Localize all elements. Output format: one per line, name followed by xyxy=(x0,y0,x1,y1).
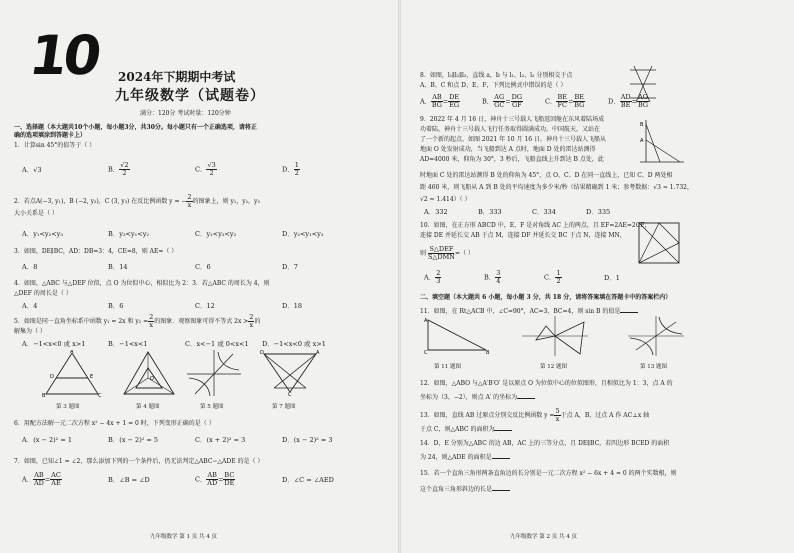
question-15: 15．若一个直角三角形两条直角边的长分别是一元二次方程 x² − 6x + 4 = 0 的两个实数根，则 xyxy=(420,470,677,477)
q9-option-d: D．335 xyxy=(586,208,611,216)
question-9-line-4: 地面 O 处发射成功，当飞船到达 A 点时，地面 D 处的雷达站测得 xyxy=(420,146,596,153)
q7-option-c: C． $\frac{AB}{AD}$ = $\frac{BC}{DE}$ xyxy=(195,471,235,487)
svg-text:A: A xyxy=(316,350,320,356)
question-9-line-6: 时地面 C 处的雷达站测得 B 处的仰角为 45°，点 O、C、D 在同一直线上，已知 C、D 两处相 xyxy=(420,172,673,179)
q5-option-b: B．−1<x<1 xyxy=(108,340,148,348)
question-9-line-7: 距 460 米，则飞船从 A 到 B 处的平均速度为多少米/秒（结果精确到 1 米；参考数据：√3 ≈ 1.732， xyxy=(420,184,693,191)
svg-text:A: A xyxy=(70,350,74,355)
question-14: 14．D，E 分别为△ABC 的边 AB，AC 上的三等分点，且 DE∥BC，若四边形 BCED 的面积 xyxy=(420,440,670,447)
figure-caption-q4: 第 4 题图 xyxy=(136,404,160,410)
figure-q10-square xyxy=(636,220,682,270)
q10-option-a: A． $\frac{2}{3}$ xyxy=(424,269,441,285)
q3-option-c: C．6 xyxy=(195,263,211,271)
q3-option-d: D．7 xyxy=(282,263,298,271)
figure-q7-triangles xyxy=(258,348,322,396)
question-4: 4．如图，△ABC 与△DEF 位似，点 O 为位似中心，相似比为 2：3．若△ABC 的周长为 4，则 xyxy=(14,280,270,287)
question-12: 12．如图，△ABO 与△A′B′O′ 是以原点 O 为位似中心的位似图形，且相似比为 1：3，点 A 的 xyxy=(420,380,673,387)
question-10-ratio: 则 $\frac{\text{S△DEF}}{\text{S△DMN}}$ =（ ） xyxy=(420,245,474,261)
question-13: 13．如图，直线 AB 过原点分别交反比例函数 y = $\frac{5}{x}$ 于点 A，B，过点 A 作 AC⊥x 轴 xyxy=(420,407,650,423)
figure-q11-right-triangle xyxy=(422,316,492,356)
section2-header: 二、填空题（本大题共 6 小题，每小题 3 分，共 18 分，请将答案填在答题卡中的答案栏内） xyxy=(420,294,672,301)
question-1: 1．计算sin 45°的值等于（ ） xyxy=(14,142,96,149)
q6-option-b: B．(x − 2)² = 5 xyxy=(108,436,159,444)
figure-caption-q3: 第 3 题图 xyxy=(56,404,80,410)
question-5-cont: 解集为（ ） xyxy=(14,328,46,335)
svg-text:E: E xyxy=(90,374,94,380)
section1-header-cont: 确的选项填涂到答题卡上） xyxy=(14,132,87,139)
q4-option-d: D．18 xyxy=(282,302,302,310)
q2-option-d: D．y₂<y₁<y₃ xyxy=(282,230,324,238)
question-7: 7．如图，已知∠1 = ∠2，那么添加下列的一个条件后，仍无法判定△ABC∽△ADE 的是（ ） xyxy=(14,458,264,465)
question-10-line-2: 连接 DE 并延长交 AB 于点 M，连接 DF 并延长交 BC 于点 N，连接 MN， xyxy=(420,232,626,239)
q1-option-b: B． $\frac{√2}{2}$ xyxy=(108,161,129,177)
q4-option-a: A．4 xyxy=(22,302,38,310)
q8-option-a: A． $\frac{AB}{BG}$ = $\frac{DE}{EG}$ xyxy=(420,93,460,109)
q10-option-d: D．1 xyxy=(604,274,620,282)
svg-text:C: C xyxy=(288,392,292,396)
svg-text:B: B xyxy=(486,350,490,356)
q5-option-d: D．−1<x<0 或 x>1 xyxy=(262,340,326,348)
exam-subtitle: 九年级数学（试题卷） xyxy=(115,88,265,104)
q8-option-c: C． $\frac{BE}{FC}$ = $\frac{BE}{BG}$ xyxy=(545,93,585,109)
figure-q4-homothety xyxy=(120,348,180,398)
question-2-cont: 大小关系是（ ） xyxy=(14,210,58,217)
question-9-line-5: AD=4000 米，仰角为 30°，3 秒后，飞船直线上升到达 B 点处，此 xyxy=(420,156,604,163)
svg-text:A: A xyxy=(424,318,428,324)
question-9-line-8: √2 ≈ 1.414）（ ） xyxy=(420,196,471,203)
q6-option-a: A．(x − 2)² = 1 xyxy=(22,436,72,444)
svg-text:C: C xyxy=(98,393,102,398)
q1-option-c: C． $\frac{√3}{2}$ xyxy=(195,161,216,177)
question-8-cont: A、B、C 和点 D、E、F，下列比例式中错误的是（ ） xyxy=(420,82,567,89)
figure-caption-q5: 第 5 题图 xyxy=(200,404,224,410)
question-2: 2．若点A(−3, y₁)，B (−2, y₂)，C (3, y₃) 在反比例函数 y = − $\frac{2}{x}$ 的图象上，则 y₁，y₂，y₃ xyxy=(14,193,260,209)
q1-option-a: A．√3 xyxy=(22,166,42,174)
q3-option-a: A．8 xyxy=(22,263,38,271)
q2-option-a: A．y₁<y₂<y₃ xyxy=(22,230,63,238)
figure-q12-similar-figures xyxy=(520,314,590,358)
q6-option-c: C．(x + 2)² = 3 xyxy=(195,436,246,444)
figure-caption-q7: 第 7 题图 xyxy=(272,404,296,410)
svg-text:A: A xyxy=(640,138,644,144)
question-10-line-1: 10．如图，在正方形 ABCD 中，E、F 是对角线 AC 上的两点，且 EF=2AE=2CF， xyxy=(420,222,651,229)
question-8: 8．如图，l₁∥l₂∥l₃，直线 a，b 与 l₁、l₂、l₃ 分别相交于点 xyxy=(420,72,573,79)
figure-q5-graph xyxy=(185,348,243,398)
question-14-cont: 为 24，则△ADE 的面积是 xyxy=(420,452,510,461)
q7-option-d: D．∠C = ∠AED xyxy=(282,476,334,484)
svg-text:C: C xyxy=(424,350,428,356)
question-9-line-3: 了一个新的起点，如图 2021 年 10 月 16 日，神舟十三号载人飞船从 xyxy=(420,136,606,143)
q9-option-c: C．334 xyxy=(532,208,556,216)
q9-option-b: B．333 xyxy=(478,208,502,216)
q6-option-d: D．(x − 2)² = 3 xyxy=(282,436,333,444)
page-2 xyxy=(400,0,794,553)
question-5: 5．如图是同一直角坐标系中函数 y₁ = 2x 和 y₂ = $\frac{2}{x}$ 的图象．观察图象可得不等式 2x > $\frac{2}{x}$ 的 xyxy=(14,313,261,329)
svg-text:D: D xyxy=(260,350,264,356)
exam-meta: 满分：120分 考试时量：120分钟 xyxy=(140,110,231,117)
q2-option-b: B．y₃<y₁<y₂ xyxy=(108,230,150,238)
section1-header: 一、选择题（本大题共10个小题，每小题3分，共30分。每小题只有一个正确选项，请将正 xyxy=(14,124,257,131)
page-1-footer: 九年级数学 第 1 页 共 4 页 xyxy=(150,534,217,540)
q4-option-b: B．6 xyxy=(108,302,124,310)
question-15-cont: 这个直角三角形斜边的长是 xyxy=(420,484,510,493)
figure-caption-q13: 第 13 题图 xyxy=(640,364,667,370)
figure-caption-q12: 第 12 题图 xyxy=(540,364,567,370)
q1-option-d: D． $\frac{1}{2}$ xyxy=(282,161,299,177)
svg-text:O: O xyxy=(150,376,154,382)
q7-option-b: B．∠B = ∠D xyxy=(108,476,150,484)
q4-option-c: C．12 xyxy=(195,302,215,310)
question-9-line-1: 9．2022 年 4 月 16 日，神舟十三号载人飞船返回舱在东风着陆场成 xyxy=(420,116,605,123)
figure-q9-launch xyxy=(636,118,686,168)
q9-option-a: A．332 xyxy=(424,208,448,216)
question-12-cont: 坐标为（3，−2），则点 A′ 的坐标为 xyxy=(420,392,535,401)
figure-caption-q11: 第 11 题图 xyxy=(434,364,461,370)
handwritten-score: 10 xyxy=(25,24,102,87)
svg-text:D: D xyxy=(50,374,54,380)
q2-option-c: C．y₁<y₃<y₂ xyxy=(195,230,237,238)
exam-title: 2024年下期期中考试 xyxy=(118,70,236,84)
figure-q13-inverse-function xyxy=(626,314,686,358)
q7-option-a: A． $\frac{AB}{AD}$ = $\frac{AC}{AE}$ xyxy=(22,471,61,487)
q10-option-b: B． $\frac{3}{4}$ xyxy=(484,269,501,285)
question-11: 11．如图，在 Rt△ACB 中，∠C=90°，AC=3，BC=4，则 sin B 的值是 xyxy=(420,306,638,315)
question-9-line-2: 功着陆，神舟十三号载人飞行任务取得圆满成功，中国航天，又站在 xyxy=(420,126,601,133)
q8-option-b: B． $\frac{AG}{GC}$ = $\frac{DG}{GF}$ xyxy=(482,93,523,109)
q8-option-d: D． $\frac{AD}{BE}$ = $\frac{AG}{BG}$ xyxy=(608,93,649,109)
svg-text:B: B xyxy=(42,393,46,398)
question-3: 3．如图，DE∥BC，AD：DB=3：4，CE=8，则 AE=（ ） xyxy=(14,248,178,255)
question-6: 6．用配方法解一元二次方程 x² − 4x + 1 = 0 时，下列变形正确的是（ ） xyxy=(14,420,215,427)
svg-text:B: B xyxy=(640,122,644,128)
figure-q3-triangle xyxy=(40,350,104,398)
q5-option-c: C．x<−1 或 0<x<1 xyxy=(185,340,249,348)
question-4-cont: △DEF 的周长是（ ） xyxy=(14,290,72,297)
q10-option-c: C． $\frac{1}{2}$ xyxy=(544,269,561,285)
question-13-cont: 于点 C，则△ABC 的面积为 xyxy=(420,424,512,433)
q5-option-a: A．−1<x<0 或 x>1 xyxy=(22,340,86,348)
q3-option-b: B．14 xyxy=(108,263,128,271)
page-2-footer: 九年级数学 第 2 页 共 4 页 xyxy=(510,534,577,540)
